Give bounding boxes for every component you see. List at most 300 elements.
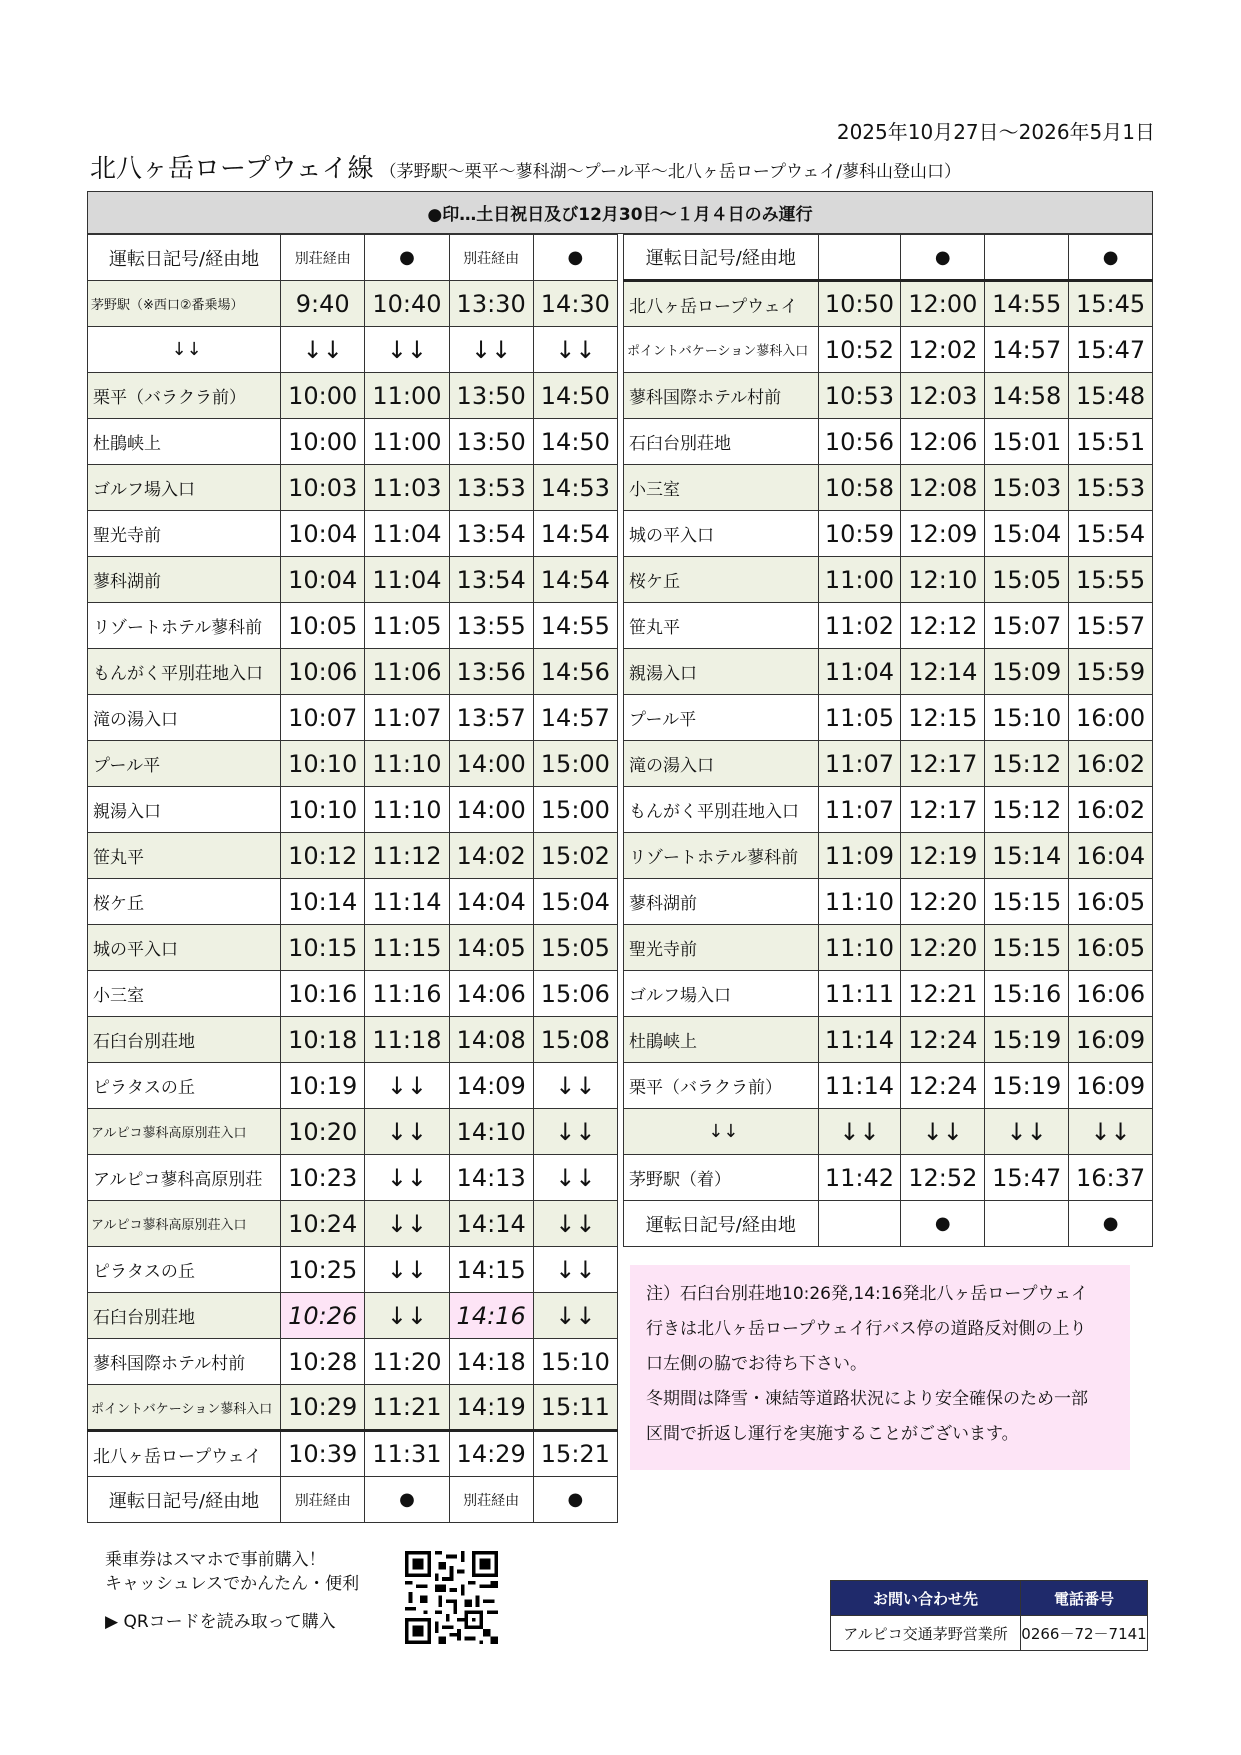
departure-time: 13:50: [449, 419, 533, 465]
departure-time: 15:04: [985, 511, 1069, 557]
promo-line-2: キャッシュレスでかんたん・便利: [105, 1574, 360, 1594]
timetable-row: [88, 1431, 618, 1477]
departure-time: ↓↓: [533, 1201, 617, 1247]
departure-time: 11:05: [365, 603, 449, 649]
departure-time: 14:55: [985, 281, 1069, 327]
departure-time: 11:09: [818, 833, 901, 879]
departure-time: 14:30: [533, 281, 617, 327]
departure-time: 16:05: [1069, 925, 1153, 971]
departure-time: 14:00: [449, 787, 533, 833]
stop-name: ↓↓: [88, 327, 281, 373]
timetable-row: [624, 1017, 1153, 1063]
notice-box: [630, 1265, 1130, 1470]
timetable-row: [624, 741, 1153, 787]
footer-row: [88, 1477, 618, 1523]
column-header-label: 運転日記号/経由地: [88, 1477, 281, 1523]
stop-name: アルピコ蓼科高原別荘入口: [88, 1201, 281, 1247]
route-type: 別荘経由: [449, 235, 533, 281]
route-subtitle: （茅野駅～栗平～蓼科湖～プール平～北八ヶ岳ロープウェイ/蓼科山登山口）: [379, 162, 962, 182]
departure-time: 11:07: [818, 787, 901, 833]
timetable-row: [88, 327, 618, 373]
departure-time: 10:19: [281, 1063, 365, 1109]
stop-name: ゴルフ場入口: [624, 971, 819, 1017]
departure-time: 14:56: [533, 649, 617, 695]
route-type: ●: [533, 1477, 617, 1523]
departure-time: 11:14: [818, 1017, 901, 1063]
timetable-row: [624, 1063, 1153, 1109]
route-type: ●: [1069, 235, 1153, 281]
departure-time: 14:29: [449, 1431, 533, 1477]
departure-time: 14:05: [449, 925, 533, 971]
timetable-row: [88, 373, 618, 419]
departure-time: ↓↓: [365, 1293, 449, 1339]
office-name: アルピコ交通茅野営業所: [831, 1616, 1021, 1651]
departure-time: 13:53: [449, 465, 533, 511]
departure-time: ↓↓: [365, 1109, 449, 1155]
route-type: ●: [365, 1477, 449, 1523]
departure-time: 10:39: [281, 1431, 365, 1477]
route-type: [818, 1201, 901, 1247]
departure-time: 15:15: [985, 879, 1069, 925]
timetable-row: [88, 511, 618, 557]
departure-time: 15:05: [985, 557, 1069, 603]
departure-time: 10:12: [281, 833, 365, 879]
departure-time: 10:05: [281, 603, 365, 649]
timetable-row: [88, 741, 618, 787]
departure-time: 16:04: [1069, 833, 1153, 879]
departure-time: 12:20: [901, 925, 985, 971]
stop-name: 北八ヶ岳ロープウェイ: [624, 281, 819, 327]
column-header-label: 運転日記号/経由地: [88, 235, 281, 281]
departure-time: ↓↓: [533, 327, 617, 373]
stop-name: もんがく平別荘地入口: [624, 787, 819, 833]
departure-time: ↓↓: [533, 1109, 617, 1155]
departure-time: 15:51: [1069, 419, 1153, 465]
departure-time: 15:01: [985, 419, 1069, 465]
departure-time: 11:20: [365, 1339, 449, 1385]
timetable-row: [624, 833, 1153, 879]
departure-time: 14:55: [533, 603, 617, 649]
departure-time: 16:02: [1069, 741, 1153, 787]
date-range: 2025年10月27日～2026年5月1日: [836, 120, 1155, 144]
departure-time: 15:00: [533, 741, 617, 787]
departure-time: 15:14: [985, 833, 1069, 879]
departure-time: 11:31: [365, 1431, 449, 1477]
departure-time: 10:28: [281, 1339, 365, 1385]
departure-time: 10:10: [281, 787, 365, 833]
departure-time: 15:02: [533, 833, 617, 879]
departure-time: 12:52: [901, 1155, 985, 1201]
departure-time: 10:59: [818, 511, 901, 557]
route-type: ●: [901, 1201, 985, 1247]
departure-time: 12:02: [901, 327, 985, 373]
stop-name: 杜鵑峡上: [88, 419, 281, 465]
stop-name: 栗平（バラクラ前）: [88, 373, 281, 419]
departure-time: ↓↓: [365, 1247, 449, 1293]
stop-name: 親湯入口: [624, 649, 819, 695]
departure-time: 11:06: [365, 649, 449, 695]
departure-time: 14:09: [449, 1063, 533, 1109]
departure-time: 11:11: [818, 971, 901, 1017]
departure-time: 12:24: [901, 1063, 985, 1109]
departure-time: 15:59: [1069, 649, 1153, 695]
departure-time: 11:12: [365, 833, 449, 879]
route-type: ●: [533, 235, 617, 281]
stop-name: プール平: [88, 741, 281, 787]
stop-name: アルピコ蓼科高原別荘: [88, 1155, 281, 1201]
timetable-row: [624, 557, 1153, 603]
phone-number[interactable]: 0266－72－7141: [1021, 1616, 1148, 1651]
timetable-row: [88, 1109, 618, 1155]
timetable-row: [88, 1017, 618, 1063]
departure-time: 16:06: [1069, 971, 1153, 1017]
departure-time: 15:16: [985, 971, 1069, 1017]
timetable-row: [88, 557, 618, 603]
departure-time: 10:06: [281, 649, 365, 695]
departure-time: 14:06: [449, 971, 533, 1017]
departure-time: 10:00: [281, 373, 365, 419]
departure-time: 10:16: [281, 971, 365, 1017]
departure-time: 11:21: [365, 1385, 449, 1431]
header-row: [88, 235, 618, 281]
departure-time: 15:55: [1069, 557, 1153, 603]
stop-name: 親湯入口: [88, 787, 281, 833]
stop-name: アルピコ蓼科高原別荘入口: [88, 1109, 281, 1155]
departure-time: 16:05: [1069, 879, 1153, 925]
departure-time: 10:14: [281, 879, 365, 925]
departure-time: 14:14: [449, 1201, 533, 1247]
route-type: 別荘経由: [281, 1477, 365, 1523]
departure-time: 13:50: [449, 373, 533, 419]
departure-time: 11:04: [818, 649, 901, 695]
timetable-row: [88, 419, 618, 465]
stop-name: 滝の湯入口: [624, 741, 819, 787]
timetable-row: [624, 1109, 1153, 1155]
stop-name: 笹丸平: [624, 603, 819, 649]
departure-time: 11:07: [818, 741, 901, 787]
departure-time: 11:03: [365, 465, 449, 511]
departure-time: 11:04: [365, 511, 449, 557]
departure-time: 14:19: [449, 1385, 533, 1431]
departure-time: 10:58: [818, 465, 901, 511]
departure-time: 15:09: [985, 649, 1069, 695]
qr-purchase-link[interactable]: ▶ QRコードを読み取って購入: [105, 1612, 336, 1632]
departure-time: 12:08: [901, 465, 985, 511]
timetable-row: [88, 603, 618, 649]
departure-time: 15:54: [1069, 511, 1153, 557]
departure-time: 10:52: [818, 327, 901, 373]
departure-time: 12:24: [901, 1017, 985, 1063]
departure-time: 12:14: [901, 649, 985, 695]
stop-name: 小三室: [624, 465, 819, 511]
departure-time: 12:00: [901, 281, 985, 327]
departure-time: 15:47: [985, 1155, 1069, 1201]
departure-time: ↓↓: [365, 1155, 449, 1201]
departure-time: 12:06: [901, 419, 985, 465]
departure-time: 15:12: [985, 741, 1069, 787]
departure-time: 10:25: [281, 1247, 365, 1293]
departure-time: 11:18: [365, 1017, 449, 1063]
departure-time: ↓↓: [365, 1201, 449, 1247]
route-type: [818, 235, 901, 281]
departure-time: 16:00: [1069, 695, 1153, 741]
departure-time: 14:02: [449, 833, 533, 879]
timetable-row: [88, 695, 618, 741]
departure-time: 10:15: [281, 925, 365, 971]
departure-time: 14:08: [449, 1017, 533, 1063]
departure-time: 10:40: [365, 281, 449, 327]
departure-time: 14:10: [449, 1109, 533, 1155]
contact-table: [830, 1580, 1148, 1651]
route-type: ●: [365, 235, 449, 281]
route-type: ●: [901, 235, 985, 281]
departure-time: 10:03: [281, 465, 365, 511]
route-name: 北八ヶ岳ロープウェイ線: [90, 154, 374, 184]
stop-name: 蓼科国際ホテル村前: [88, 1339, 281, 1385]
departure-time: 14:15: [449, 1247, 533, 1293]
notice-line: 区間で折返し運行を実施することがございます。: [646, 1424, 1019, 1444]
promo-line-1: 乗車券はスマホで事前購入！: [105, 1550, 326, 1570]
departure-time: 10:56: [818, 419, 901, 465]
notice-line: 注）石臼台別荘地10:26発,14:16発北八ヶ岳ロープウェイ: [646, 1284, 1088, 1304]
departure-time: 10:04: [281, 557, 365, 603]
timetable-row: [624, 649, 1153, 695]
departure-time: 13:30: [449, 281, 533, 327]
timetable-row: [624, 971, 1153, 1017]
ticket-promo: [105, 1548, 359, 1634]
timetable-row: [624, 787, 1153, 833]
departure-time: 12:09: [901, 511, 985, 557]
departure-time: ↓↓: [533, 1247, 617, 1293]
header-row: [624, 235, 1153, 281]
timetable-row: [88, 1155, 618, 1201]
departure-time: ↓↓: [533, 1155, 617, 1201]
operation-banner: ●印…土日祝日及び12月30日～１月４日のみ運行: [87, 191, 1153, 234]
stop-name: 蓼科湖前: [624, 879, 819, 925]
departure-time: 14:04: [449, 879, 533, 925]
stop-name: ピラタスの丘: [88, 1063, 281, 1109]
departure-time: 15:10: [533, 1339, 617, 1385]
stop-name: 北八ヶ岳ロープウェイ: [88, 1431, 281, 1477]
departure-time: 15:06: [533, 971, 617, 1017]
departure-time: 11:42: [818, 1155, 901, 1201]
departure-time: 13:57: [449, 695, 533, 741]
timetable-row: [624, 879, 1153, 925]
departure-time: 10:10: [281, 741, 365, 787]
departure-time: 15:19: [985, 1017, 1069, 1063]
departure-time: 15:08: [533, 1017, 617, 1063]
departure-time: 11:16: [365, 971, 449, 1017]
notice-line: 口左側の脇でお待ち下さい。: [646, 1354, 867, 1374]
footer-row: [624, 1201, 1153, 1247]
departure-time: 11:10: [818, 925, 901, 971]
timetable-row: [88, 1339, 618, 1385]
departure-time: 10:53: [818, 373, 901, 419]
timetable-row: [88, 1385, 618, 1431]
departure-time: 13:55: [449, 603, 533, 649]
stop-name: 石臼台別荘地: [88, 1293, 281, 1339]
departure-time: 11:14: [818, 1063, 901, 1109]
stop-name: 笹丸平: [88, 833, 281, 879]
departure-time: 10:20: [281, 1109, 365, 1155]
departure-time: 15:10: [985, 695, 1069, 741]
departure-time: ↓↓: [901, 1109, 985, 1155]
departure-time: 16:02: [1069, 787, 1153, 833]
timetable-row: [624, 373, 1153, 419]
stop-name: リゾートホテル蓼科前: [624, 833, 819, 879]
timetable-row: [624, 419, 1153, 465]
departure-time: 10:23: [281, 1155, 365, 1201]
departure-time: 12:15: [901, 695, 985, 741]
departure-time: 15:15: [985, 925, 1069, 971]
stop-name: 茅野駅（着）: [624, 1155, 819, 1201]
departure-time: ↓↓: [1069, 1109, 1153, 1155]
departure-time: 15:47: [1069, 327, 1153, 373]
departure-time: 14:13: [449, 1155, 533, 1201]
departure-time: 16:37: [1069, 1155, 1153, 1201]
departure-time: 10:29: [281, 1385, 365, 1431]
timetable-row: [88, 1293, 618, 1339]
departure-time: 12:10: [901, 557, 985, 603]
timetable-row: [88, 833, 618, 879]
departure-time: 13:54: [449, 511, 533, 557]
timetable-row: [624, 465, 1153, 511]
stop-name: 石臼台別荘地: [624, 419, 819, 465]
timetable-row: [624, 511, 1153, 557]
departure-time: ↓↓: [449, 327, 533, 373]
departure-time: 10:04: [281, 511, 365, 557]
departure-time: 14:50: [533, 373, 617, 419]
timetable-row: [88, 281, 618, 327]
route-type: [985, 235, 1069, 281]
stop-name: 蓼科湖前: [88, 557, 281, 603]
timetable-outbound: [87, 234, 618, 1523]
departure-time: 11:07: [365, 695, 449, 741]
departure-time: ↓↓: [533, 1063, 617, 1109]
departure-time: 13:54: [449, 557, 533, 603]
departure-time: 14:53: [533, 465, 617, 511]
departure-time: 11:10: [365, 787, 449, 833]
stop-name: ↓↓: [624, 1109, 819, 1155]
departure-time: 16:09: [1069, 1063, 1153, 1109]
departure-time: 13:56: [449, 649, 533, 695]
departure-time: 14:00: [449, 741, 533, 787]
departure-time: 15:48: [1069, 373, 1153, 419]
phone-header: 電話番号: [1021, 1581, 1148, 1616]
departure-time: 14:58: [985, 373, 1069, 419]
timetable-row: [88, 649, 618, 695]
timetable-row: [624, 603, 1153, 649]
departure-time: ↓↓: [365, 327, 449, 373]
stop-name: ピラタスの丘: [88, 1247, 281, 1293]
departure-time: 9:40: [281, 281, 365, 327]
departure-time: 12:03: [901, 373, 985, 419]
departure-time: 11:10: [365, 741, 449, 787]
stop-name: 茅野駅（※西口②番乗場）: [88, 281, 281, 327]
column-header-label: 運転日記号/経由地: [624, 235, 819, 281]
departure-time: 11:05: [818, 695, 901, 741]
departure-time: 11:00: [365, 373, 449, 419]
timetable-row: [624, 1155, 1153, 1201]
departure-time: ↓↓: [818, 1109, 901, 1155]
departure-time: 12:19: [901, 833, 985, 879]
timetable-return: [623, 234, 1153, 1247]
stop-name: ポイントバケーション蓼科入口: [624, 327, 819, 373]
timetable-row: [88, 971, 618, 1017]
departure-time: 15:04: [533, 879, 617, 925]
departure-time: 12:21: [901, 971, 985, 1017]
stop-name: 桜ケ丘: [624, 557, 819, 603]
route-type: 別荘経由: [449, 1477, 533, 1523]
timetable-row: [624, 695, 1153, 741]
departure-time: 11:10: [818, 879, 901, 925]
departure-time: 14:16: [449, 1293, 533, 1339]
departure-time: 15:07: [985, 603, 1069, 649]
stop-name: 城の平入口: [88, 925, 281, 971]
departure-time: ↓↓: [533, 1293, 617, 1339]
stop-name: 石臼台別荘地: [88, 1017, 281, 1063]
stop-name: もんがく平別荘地入口: [88, 649, 281, 695]
departure-time: 15:57: [1069, 603, 1153, 649]
route-type: ●: [1069, 1201, 1153, 1247]
timetable-row: [88, 1201, 618, 1247]
departure-time: 11:02: [818, 603, 901, 649]
departure-time: 10:26: [281, 1293, 365, 1339]
departure-time: 10:18: [281, 1017, 365, 1063]
departure-time: 11:14: [365, 879, 449, 925]
departure-time: 15:03: [985, 465, 1069, 511]
timetable-row: [624, 925, 1153, 971]
column-header-label: 運転日記号/経由地: [624, 1201, 819, 1247]
stop-name: 桜ケ丘: [88, 879, 281, 925]
timetable-row: [88, 1063, 618, 1109]
notice-line: 行きは北八ヶ岳ロープウェイ行バス停の道路反対側の上り: [646, 1319, 1087, 1339]
departure-time: 14:54: [533, 511, 617, 557]
departure-time: 14:57: [985, 327, 1069, 373]
timetable-row: [88, 1247, 618, 1293]
departure-time: 10:24: [281, 1201, 365, 1247]
departure-time: 12:12: [901, 603, 985, 649]
departure-time: 12:17: [901, 787, 985, 833]
departure-time: 11:00: [365, 419, 449, 465]
timetable-row: [624, 327, 1153, 373]
timetable-row: [624, 281, 1153, 327]
departure-time: 15:00: [533, 787, 617, 833]
departure-time: 11:04: [365, 557, 449, 603]
departure-time: 15:45: [1069, 281, 1153, 327]
stop-name: 聖光寺前: [88, 511, 281, 557]
stop-name: 城の平入口: [624, 511, 819, 557]
departure-time: 12:20: [901, 879, 985, 925]
departure-time: 10:07: [281, 695, 365, 741]
departure-time: 14:54: [533, 557, 617, 603]
timetable-row: [88, 925, 618, 971]
departure-time: 15:05: [533, 925, 617, 971]
departure-time: ↓↓: [281, 327, 365, 373]
stop-name: プール平: [624, 695, 819, 741]
stop-name: ポイントバケーション蓼科入口: [88, 1385, 281, 1431]
departure-time: 15:19: [985, 1063, 1069, 1109]
qr-code-icon[interactable]: [402, 1551, 501, 1644]
route-type: [985, 1201, 1069, 1247]
route-type: 別荘経由: [281, 235, 365, 281]
departure-time: 10:00: [281, 419, 365, 465]
timetable-row: [88, 465, 618, 511]
departure-time: ↓↓: [985, 1109, 1069, 1155]
departure-time: 15:12: [985, 787, 1069, 833]
departure-time: 12:17: [901, 741, 985, 787]
stop-name: 杜鵑峡上: [624, 1017, 819, 1063]
